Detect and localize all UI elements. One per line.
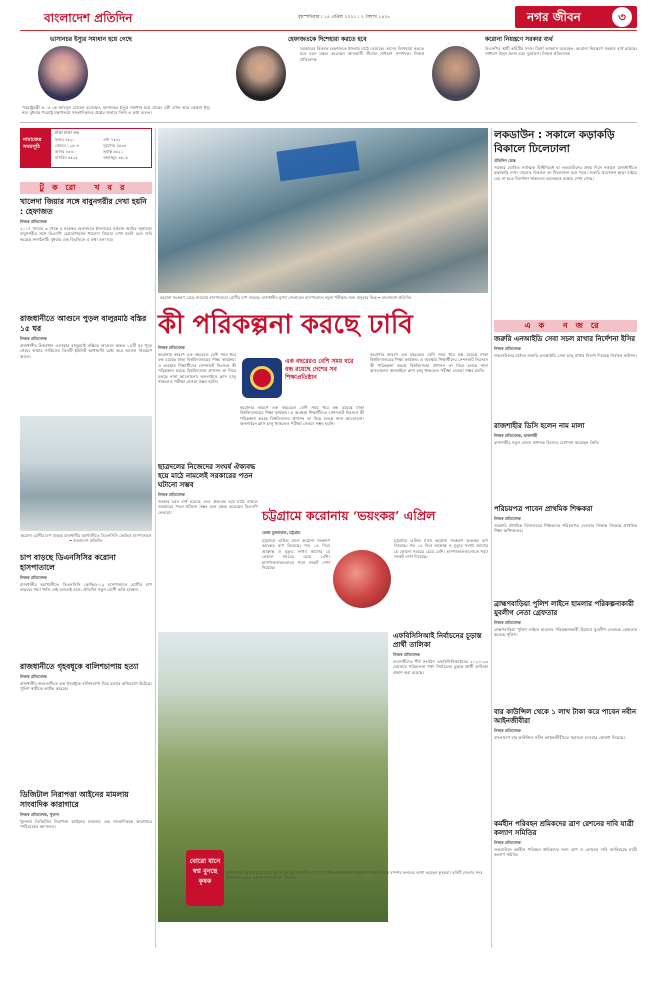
brief-6 <box>494 820 637 917</box>
ctg-headline: চট্টগ্রামে করোনায় ‘ভয়ংকর’ এপ্রিল <box>262 508 436 523</box>
headline: রাজশাহীর ডিসি হলেন নাম মালা <box>494 422 585 430</box>
lead-byline: নিজস্ব প্রতিবেদক <box>158 345 185 350</box>
story-body: লকডাউনে কর্মহীন পরিবহন শ্রমিকদের জন্য ত্রাণ ও রেশনের দাবি জানিয়েছে যাত্রী কল্যাণ সমিতি। <box>494 847 637 858</box>
byline: প্রতিদিন ডেস্ক <box>494 158 516 163</box>
story-body: রাজধানীর উত্তরখান এলাকার বালুরমাঠ বস্তিতে আগুনে অন্তত ১৫টি ঘর পুড়ে গেছে। ফায়ার সার্ভিসের তিনটি ইউনিট আধাঘণ্টা চেষ্টা করে আগুন নিয়ন্ত্রণে আনে। <box>20 343 152 359</box>
ctg-body-col1: চট্টগ্রামে এপ্রিল মাসে করোনা সংক্রমণ ভয়ংকর রূপ নিয়েছে। গত ১৪ দিনে আক্রান্ত ও মৃত্যুর সংখ্যা আগের যে কোনো সময়ের চেয়ে বেশি। হাসপাতালগুলোতে শয্যা সংকট দেখা দিয়েছে। <box>262 538 330 571</box>
headline: রাজধানীতে আগুনে পুড়ল বালুরমাঠ বস্তির ১৫ ঘর <box>20 314 147 333</box>
lead-logo <box>242 358 282 398</box>
story-body: সরকার চরম ব্যর্থ হয়েছে এবং ঐক্যবদ্ধ হয়ে মাঠে নামলে সরকারের পতন ঘটানো সম্ভব বলে মন্তব্য করেছেন বিএনপি নেতারা। <box>158 499 258 515</box>
portrait-photo <box>38 46 88 101</box>
lead-quote: এক বছরেরও বেশি সময় ধরে বন্ধ রয়েছে দেশের সব শিক্ষাপ্রতিষ্ঠান <box>285 358 354 381</box>
headline: চাপ বাড়ছে ডিএনসিসির করোনা হাসপাতালে <box>20 553 116 572</box>
bnp-story <box>158 463 258 619</box>
prayer-time: আসর ৪ঃ৩০ <box>55 149 76 154</box>
rice-banner: বোরো ধানে স্বপ্ন বুনছে কৃষক <box>186 850 224 906</box>
headline: বার কাউন্সিল থেকে ১ লাখ টাকা করে পাবেন নবীন আইনজীবীরা <box>494 708 637 725</box>
page-number: ৩ <box>612 7 632 27</box>
hospital-photo <box>20 416 152 531</box>
column-rule <box>491 128 492 948</box>
byline: নিজস্ব প্রতিবেদক <box>494 840 521 845</box>
main-photo <box>158 128 488 293</box>
left-story-5 <box>20 790 152 969</box>
headline: জরুরি এনআইডি সেবা সচল রাখার নির্দেশনা ইসির <box>494 335 636 343</box>
byline: নিজস্ব প্রতিবেদক <box>494 728 521 733</box>
byline: নিজস্ব প্রতিবেদক <box>494 516 521 521</box>
lead-body-col1: করোনার কারণে এক বছরেরও বেশি সময় ধরে বন্ধ রয়েছে ঢাকা বিশ্ববিদ্যালয়ের শিক্ষা কার্যক্রম। এ অবস্থায় শিক্ষার্থীদের সেশনজট নিরসনে কী পরিকল্পনা করছে বিশ্ববিদ্যালয় প্রশাসন তা নিয়ে চলছে নানা আলোচনা। অনলাইনে ক্লাস চালু থাকলেও পরীক্ষা নেওয়া সম্ভব হয়নি। <box>158 352 236 385</box>
story-body: বিএনপির স্থায়ী কমিটির সদস্য মির্জা আব্বাস বলেছেন, করোনা নিয়ন্ত্রণে সরকার ব্যর্থ হয়েছে। সাধারণ মানুষ আজ চরম দুর্ভোগে। নিজস্ব প্রতিবেদক <box>485 46 637 57</box>
lead-headline: কী পরিকল্পনা করছে ঢাবি <box>158 310 413 340</box>
photo-caption: করোনা রোগীর চাপ বাড়ছে রাজধানীর মহাখালীতে ডিএনসিসি কোভিড হাসপাতালে ━ বাংলাদেশ প্রতিদিন <box>20 533 152 543</box>
logo: বাংলাদেশ প্রতিদিন <box>44 11 133 25</box>
story-body: লকডাউনের মধ্যেও জরুরি এনআইডি সেবা চালু রাখার নির্দেশ দিয়েছে নির্বাচন কমিশন। <box>494 353 637 358</box>
section-banner <box>515 6 637 28</box>
story-body: ব্রাহ্মণবাড়িয়া পুলিশ লাইনে হামলার পরিকল্পনাকারী হিসেবে যুবলীগ নেতাকে গ্রেফতার করেছে পুলিশ। <box>494 627 637 638</box>
portrait-photo <box>236 46 286 101</box>
story-body: ২০১৭ সালের ৩ থেকে ৪ নভেম্বর হেফাজতে ইসলামের বর্তমান আমির জুনায়েদ বাবুনগরীর সঙ্গে বিএনপি চেয়ারপারসন খালেদা জিয়ার দেখা হয়নি বলে দাবি করেছে সংগঠনটি। বুধবার এক বিবৃতিতে এ কথা বলা হয়। <box>20 226 152 242</box>
brief-4 <box>494 600 637 697</box>
ctg-body-col2: চট্টগ্রামে এপ্রিল মাসে করোনা সংক্রমণ ভয়ংকর রূপ নিয়েছে। গত ১৪ দিনে আক্রান্ত ও মৃত্যুর সংখ্যা আগের যে কোনো সময়ের চেয়ে বেশি। হাসপাতালগুলোতে শয্যা সংকট দেখা দিয়েছে। <box>394 538 488 560</box>
story-body: রাজশাহীর নতুন জেলা প্রশাসক হিসেবে যোগদান করেছেন তিনি। <box>494 440 600 445</box>
emblem-icon <box>250 366 274 390</box>
rice-caption: জামালপুর জেলার মাঠে মাঠে দুলছে কৃষকের সোনালি স্বপ্ন বোরো ধান। আবহাওয়া অনুকূলে থাকায় এবার বাম্পার ফলনের আশা করছেন কৃষকরা। ছবিটি জেলার সদর উপজেলা থেকে তোলা ━ বাংলাদেশ প্রতিদিন <box>226 870 483 880</box>
brief-5 <box>494 708 637 790</box>
byline: নিজস্ব প্রতিবেদক <box>494 346 521 351</box>
headline: ছাত্রদলের নিজেদের সংঘর্ষ ঐক্যবদ্ধ হয়ে মাঠে নামলেই সরকারের পতন ঘটানো সম্ভব <box>158 463 256 489</box>
prayer-time: সূর্যোদয় ৫ঃ৩৪ <box>103 143 127 148</box>
headline: ব্রাহ্মণবাড়িয়া পুলিশ লাইনে হামলার পরিকল্পনাকারী যুবলীগ নেতা গ্রেফতার <box>494 600 634 617</box>
story-body: সরকারের বিরুদ্ধে হেফাজতে ইসলাম মাঠে নেমেছে। তাদের দিশেহারা করতে হবে বলে মন্তব্য করেছেন আওয়ামী লীগের সাধারণ সম্পাদক। নিজস্ব প্রতিবেদক <box>300 46 424 62</box>
fbcci-story <box>393 632 488 859</box>
headline: রাজধানীতে গৃহবধূকে বালিশচাপায় হত্যা <box>20 662 139 671</box>
headline: করোনা নিয়ন্ত্রণে সরকার ব্যর্থ <box>485 36 553 43</box>
lead-body-col2: করোনার কারণে এক বছরেরও বেশি সময় ধরে বন্ধ রয়েছে ঢাকা বিশ্ববিদ্যালয়ের শিক্ষা কার্যক্রম। এ অবস্থায় শিক্ষার্থীদের সেশনজট নিরসনে কী পরিকল্পনা করছে বিশ্ববিদ্যালয় প্রশাসন তা নিয়ে চলছে নানা আলোচনা। অনলাইনে ক্লাস চালু থাকলেও পরীক্ষা নেওয়া সম্ভব হয়নি। <box>240 405 364 427</box>
brief-3 <box>494 505 637 588</box>
headline: হেফাজতকে দিশেহারা করতে হবে <box>288 36 367 43</box>
dateline: বৃহস্পতিবার । ১৫ এপ্রিল ২০২১ । ২ বৈশাখ ১৪২৮ <box>298 15 391 20</box>
virus-graphic <box>333 550 391 608</box>
story-body: বাংলাদেশ বার কাউন্সিল নবীন আইনজীবীদের সহায়তা দেওয়ার ঘোষণা দিয়েছে। <box>494 735 626 740</box>
section-title: নগর জীবন <box>527 10 581 24</box>
lead-body-col3: করোনার কারণে এক বছরেরও বেশি সময় ধরে বন্ধ রয়েছে ঢাকা বিশ্ববিদ্যালয়ের শিক্ষা কার্যক্রম। এ অবস্থায় শিক্ষার্থীদের সেশনজট নিরসনে কী পরিকল্পনা করছে বিশ্ববিদ্যালয় প্রশাসন তা নিয়ে চলছে নানা আলোচনা। অনলাইনে ক্লাস চালু থাকলেও পরীক্ষা নেওয়া সম্ভব হয়নি। <box>370 352 488 374</box>
prayer-time: তাহাজ্জুদ ৩ঃ১৫ <box>103 155 128 160</box>
story-body: পররাষ্ট্রমন্ত্রী ড. এ কে আবদুল মোমেন বলেছেন, ভাসানচর ইস্যুর সমাধান হয়ে গেছে। এটা এখন আর কোনো ইস্যু নয়। বুধবার পররাষ্ট্র মন্ত্রণালয়ে সাংবাদিকদের প্রশ্নের জবাবে তিনি এ কথা বলেন। <box>22 105 210 116</box>
headline: খালেদা জিয়ার সঙ্গে বাবুনগরীর দেখা হয়নি : হেফাজত <box>20 197 147 216</box>
byline: নিজস্ব প্রতিবেদক <box>20 219 47 224</box>
byline: নিজস্ব প্রতিবেদক <box>20 336 47 341</box>
byline: নিজস্ব প্রতিবেদক <box>393 652 420 657</box>
byline: নিজস্ব প্রতিবেদক, খুলনা <box>20 812 59 817</box>
byline: নিজস্ব প্রতিবেদক <box>158 492 185 497</box>
story-body: রাজধানীর কদমতলীতে এক গৃহবধূকে বালিশচাপা দিয়ে হত্যার অভিযোগ উঠেছে। পুলিশ স্বামীকে আটক করেছে। <box>20 681 152 692</box>
triage-sign <box>276 141 359 182</box>
ctg-byline: রেজা মুজাম্মেল, চট্টগ্রাম <box>262 530 301 535</box>
headline: এফবিসিসিআই নির্বাচনের চূড়ান্ত প্রার্থী তালিকা <box>393 632 482 649</box>
prayer-subtitle: ঢাকা ঢাকা তক <box>55 130 80 135</box>
byline: নিজস্ব প্রতিবেদক <box>20 575 47 580</box>
byline: নিজস্ব প্রতিবেদক <box>20 674 47 679</box>
brief-1 <box>494 335 637 408</box>
prayer-time: ফজর ৪ঃ২০ <box>55 137 75 142</box>
headline: ভাসানচর ইস্যুর সমাধান হয়ে গেছে <box>50 36 132 43</box>
headline: কর্মহীন পরিবহন শ্রমিকদের ত্রাণ রেশনের দাবি যাত্রী কল্যাণ সমিতির <box>494 820 634 837</box>
prayer-time: জোহর ১২ঃ০৮ <box>55 143 80 148</box>
left-story-1 <box>20 197 152 310</box>
brief-2 <box>494 422 637 500</box>
story-body: খুলনায় ডিজিটাল নিরাপত্তা আইনের মামলায় এক সাংবাদিককে কারাগারে পাঠিয়েছেন আদালত। <box>20 819 152 830</box>
story-body: সরকার ঘোষিত সর্বাত্মক বিধিনিষেধ বা লকডাউনের প্রথম দিনে সকালে রাজধানীতে কড়াকড়ি দেখা গেলেও বিকালে তা ঢিলেঢালা হয়ে পড়ে। জরুরি প্রয়োজন ছাড়া বাইরে বের না হতে নির্দেশনা থাকলেও অনেককে রাস্তায় দেখা গেছে। <box>494 165 637 181</box>
column-rule <box>155 128 156 948</box>
top-rule <box>20 122 637 123</box>
left-story-4 <box>20 662 152 759</box>
section-header-ekonojore: এক নজরে <box>494 320 637 332</box>
prayer-title: নামাজের সময়সূচি <box>21 129 51 167</box>
prayer-time: সূর্যাস্ত ৬ঃ২১ <box>103 149 124 154</box>
main-photo-caption: করোনা সংক্রমণ বেড়ে যাওয়ায় হাসপাতালে রোগীর চাপ বাড়ছে। রাজধানীর মুগদা জেনারেল হাসপাতালে নমুনা পরীক্ষার জন্য মানুষের ভিড় ━ বাংলাদেশ প্রতিদিন <box>160 295 412 300</box>
left-story-3 <box>20 553 152 654</box>
lockdown-story <box>494 128 637 300</box>
masthead-rule <box>20 30 637 31</box>
story-body: সরকারি প্রাথমিক বিদ্যালয়ের শিক্ষকদের পরিচয়পত্র দেওয়ার সিদ্ধান্ত নিয়েছে প্রাথমিক শিক্ষা অধিদফতর। <box>494 523 637 534</box>
prayer-time: মাগরিব ৬ঃ২৫ <box>55 155 78 160</box>
story-body: রাজধানীর মহাখালীতে ডিএনসিসি কোভিড-১৯ হাসপাতালে রোগীর চাপ বাড়ছে। শয্যা খালি নেই বললেই চলে। প্রতিদিন নতুন রোগী ভর্তি হচ্ছেন। <box>20 582 152 593</box>
byline: নিজস্ব প্রতিবেদক, রাজশাহী <box>494 433 538 438</box>
section-header-tukro: টুকরো খবর <box>20 182 152 194</box>
headline: লকডাউন : সকালে কড়াকড়ি বিকালে ঢিলেঢালা <box>494 129 615 155</box>
story-body: ব্যবসায়ীদের শীর্ষ সংগঠন এফবিসিসিআইয়ের ২০২১-২৩ মেয়াদের পরিচালনা পর্ষদ নির্বাচনের চূড়ান্ত প্রার্থী তালিকা প্রকাশ করা হয়েছে। <box>393 659 488 675</box>
byline: নিজস্ব প্রতিবেদক <box>494 620 521 625</box>
portrait-photo <box>432 46 480 101</box>
headline: ডিজিটাল নিরাপত্তা আইনের মামলায় সাংবাদিক কারাগারে <box>20 790 129 809</box>
prayer-box <box>20 128 152 168</box>
prayer-time: এশা ৭ঃ৪২ <box>103 137 121 142</box>
masthead <box>0 0 650 30</box>
left-story-2 <box>20 314 152 399</box>
headline: পরিচয়পত্র পাবেন প্রাথমিক শিক্ষকরা <box>494 505 593 513</box>
